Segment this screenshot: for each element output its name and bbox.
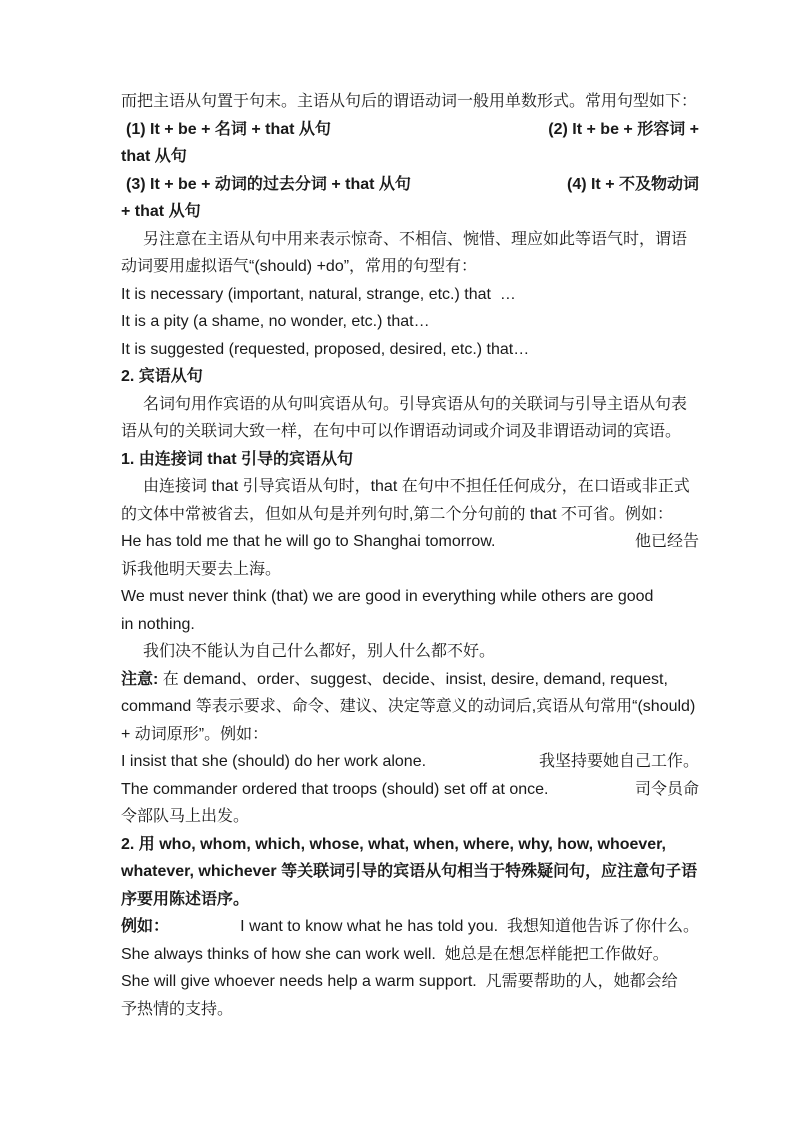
text-run: She will give whoever needs help a warm support. 凡需要帮助的人，她都会给: [121, 973, 678, 990]
text-run: + 动词原形”。例如：: [121, 725, 269, 743]
text-run: command 等表示要求、命令、建议、决定等意义的动词后,宾语从句常用“(should): [121, 698, 696, 715]
text-run: (2) It + be + 形容词 +: [548, 120, 699, 138]
text-line: [121, 693, 699, 721]
text-line: [121, 88, 699, 116]
text-line: [121, 666, 699, 694]
text-run: He has told me that he will go to Shanghai tomorrow.: [121, 533, 496, 550]
text-line: [121, 968, 699, 996]
text-line: [121, 226, 699, 254]
text-run: 1. 由连接词 that 引导的宾语从句: [121, 450, 354, 468]
text-line: [121, 171, 699, 199]
text-line: [121, 858, 699, 886]
text-line: [121, 886, 699, 914]
text-run: It is suggested (requested, proposed, desired, etc.) that…: [121, 340, 530, 358]
text-run: I want to know what he has told you. 我想知道他告诉了你什么。: [240, 918, 699, 935]
text-line: [121, 638, 699, 666]
text-run: 在 demand、order、suggest、decide、insist, desire, demand, request,: [158, 670, 668, 688]
text-line: [121, 996, 699, 1024]
text-line: [121, 253, 699, 281]
text-run: 名词句用作宾语的从句叫宾语从句。引导宾语从句的关联词与引导主语从句表: [143, 395, 688, 413]
text-run: 他已经告: [634, 533, 699, 550]
text-run: 我坚持要她自己工作。: [538, 753, 699, 770]
text-line: [121, 748, 699, 776]
text-line: [121, 363, 699, 391]
text-run: (4) It + 不及物动词: [566, 175, 699, 193]
text-line: [121, 528, 699, 556]
text-line: [121, 583, 699, 611]
text-run: I insist that she (should) do her work alone.: [121, 753, 427, 770]
text-run: whatever, whichever 等关联词引导的宾语从句相当于特殊疑问句，应注意句子语: [121, 863, 698, 880]
text-run: The commander ordered that troops (should) set off at once.: [121, 780, 549, 798]
text-line: [121, 776, 699, 804]
text-line: [121, 501, 699, 529]
text-run: It is necessary (important, natural, strange, etc.) that …: [121, 285, 516, 303]
text-line: [121, 308, 699, 336]
text-line: [121, 198, 699, 226]
text-line: [121, 143, 699, 171]
text-run: that 从句: [121, 148, 187, 165]
text-run: We must never think (that) we are good in everything while others are good: [121, 588, 654, 605]
text-run: (3) It + be + 动词的过去分词 + that 从句: [126, 175, 411, 193]
text-run: 2. 宾语从句: [121, 368, 203, 385]
text-line: [121, 336, 699, 364]
text-run: 司令员命: [634, 780, 699, 798]
text-line: [121, 913, 699, 941]
text-run: 例如：: [121, 918, 170, 935]
text-line: [121, 611, 699, 639]
text-run: 由连接词 that 引导宾语从句时，that 在句中不担任任何成分，在口语或非正式: [143, 478, 690, 495]
text-run: 语从句的关联词大致一样，在句中可以作谓语动词或介词及非谓语动词的宾语。: [121, 423, 682, 440]
text-run: + that 从句: [121, 203, 201, 220]
text-run: 而把主语从句置于句末。主语从句后的谓语动词一般用单数形式。常用句型如下：: [121, 93, 698, 110]
text-line: [121, 941, 699, 969]
text-line: [121, 803, 699, 831]
document-content: [121, 88, 699, 1023]
text-run: It is a pity (a shame, no wonder, etc.) that…: [121, 313, 430, 330]
text-line: [121, 281, 699, 309]
text-run: (1) It + be + 名词 + that 从句: [126, 120, 331, 138]
text-run: 予热情的支持。: [121, 1000, 234, 1018]
text-line: [121, 391, 699, 419]
text-line: [121, 721, 699, 749]
text-run: 2. 用 who, whom, which, whose, what, when, where, why, how, whoever,: [121, 835, 666, 853]
text-run: 动词要用虚拟语气“(should) +do”，常用的句型有：: [121, 258, 478, 275]
text-run: 我们决不能认为自己什么都好，别人什么都不好。: [143, 643, 496, 660]
text-run: in nothing.: [121, 615, 195, 633]
text-run: 另注意在主语从句中用来表示惊奇、不相信、惋惜、理应如此等语气时，谓语: [143, 230, 688, 248]
text-line: [121, 446, 699, 474]
text-line: [121, 473, 699, 501]
text-line: [121, 418, 699, 446]
text-run: 的文体中常被省去，但如从句是并列句时,第二个分句前的 that 不可省。例如：: [121, 505, 674, 523]
text-run: 序要用陈述语序。: [121, 890, 250, 908]
text-run: 令部队马上出发。: [121, 808, 250, 825]
text-line: [121, 831, 699, 859]
text-run: 注意:: [121, 670, 159, 688]
text-line: [121, 556, 699, 584]
text-run: 诉我他明天要去上海。: [121, 560, 282, 578]
text-line: [121, 116, 699, 144]
text-run: She always thinks of how she can work well. 她总是在想怎样能把工作做好。: [121, 945, 669, 963]
